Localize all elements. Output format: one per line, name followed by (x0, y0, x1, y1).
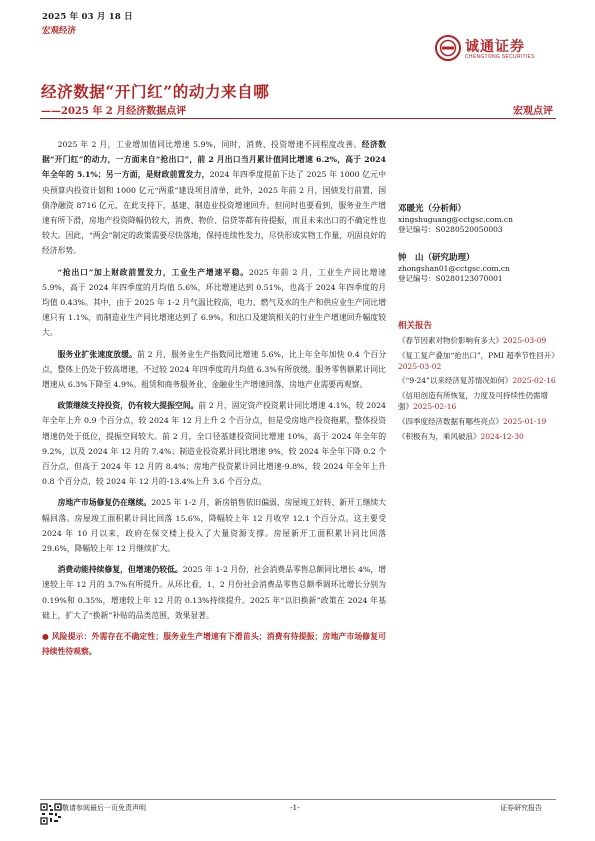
brand-name: 诚通证券 (465, 39, 525, 55)
analyst-email[interactable]: xingshuguang@cctgsc.com.cn (398, 214, 513, 224)
assistant-name: 钟 山（研究助理） (398, 253, 475, 263)
assistant-email[interactable]: zhongshan01@cctgsc.com.cn (398, 263, 510, 273)
risk-warning: ● 风险提示：外需存在不确定性；服务业生产增速有下滑苗头；消费有待提振；房地产市场修复可持续性待观察。 (42, 632, 386, 657)
analyst-block (398, 204, 513, 236)
page-number: -1- (290, 803, 300, 812)
report-body (42, 137, 386, 666)
paragraph-property: 房地产市场修复仍在继续。2025 年 1-2 月，新房销售依旧偏弱，房屋竣工好转、新开工继续大幅回落。房屋竣工面积累计同比回落 15.6%，降幅较上年 12 月收窄 12.1 个百分点。这主要受 2024 年 10 月以来，政府在保交楼上投入了大量资源支撑。房屋新开工面积累计同比回落 29.6%，降幅较上年 12 月继续扩大。 (42, 498, 386, 554)
related-report-item[interactable]: 《四季度经济数据有哪些亮点》2025-01-19 (398, 416, 547, 426)
brand-logo (435, 35, 555, 65)
related-report-item[interactable]: 《“9·24”以来经济复苏情况如何》2025-02-16 (398, 376, 556, 386)
report-title: 经济数据“开门红”的动力来自哪 (41, 82, 270, 101)
footer-label: 证券研究报告 (500, 804, 542, 812)
brand-logo-icon (435, 35, 461, 61)
paragraph-consumption: 消费动能持续修复，但增速仍较低。2025 年 1-2 月份，社会消费品零售总额同比增长 4%，增速较上年 12 月的 3.7%有所提升。从环比看，1、2 月份社会消费品零售总额季调环比增长分别为 0.19%和 0.35%，增速较上年 12 月的 0.13%持续提升。2025 年“以旧换新”政策在 2024 年基础上，扩大了“换新”补贴的品类范围，效果显著。 (42, 565, 386, 620)
related-report-item[interactable]: 《积极有为，乘风破浪》2024-12-30 (398, 431, 524, 441)
report-category: 宏观经济 (42, 26, 77, 36)
footer-disclaimer[interactable]: 敬请参阅最后一页免责声明 (62, 804, 146, 812)
paragraph-industry: “抢出口”加上财政前置发力，工业生产增速平稳。2025 年前 2 月，工业生产同比增速 5.9%，高于 2024 年四季度的月均值 5.6%，环比增速达到 0.51%，也高于 2024 年四季度的月均值 0.43%。其中，由于 2025 年 1-2 月气温比较高，电力、燃气及水的生产和供应业生产同比增速只有 1.1%，而制造业生产同比增速达到了 6.9%。和出口及建筑相关的行业生产增速回升幅度较大。 (42, 267, 387, 338)
report-date: 2025 年 03 月 18 日 (42, 12, 133, 22)
paragraph-summary: 2025 年 2 月，工业增加值同比增速 5.9%，同时，消费、投资增速不同程度改善。经济数据“开门红”的动力，一方面来自“抢出口”，前 2 月出口当月累计值同比增速 6.2%，高于 2024 年全年的 5.1%；另一方面，是财政前置发力，2024 年四季度提前下达了 2025 年 1000 亿元中央预算内投资计划和 1000 亿元“两重”建设项目清单，此外，2025 年前 2 月，国债发行前置，国债净融资 8716 亿元，在此支持下，基建、制造业投资增速回升。但同时也要看到，服务业生产增速有所下滑，房地产投资降幅仍较大，消费、物价、信贷等都有待提振，而且未来出口的不确定性也较大。因此，“两会”制定的政策需要尽快落地，保持连续性发力，尽快形成实物工作量，巩固良好的经济形势。 (42, 140, 387, 256)
paragraph-investment: 政策继续支持投资，仍有较大提振空间。前 2 月，固定资产投资累计同比增速 4.1%，较 2024 年全年上升 0.9 个百分点，较 2024 年 12 月上升 2 个百分点，但是受房地产投资拖累，整体投资增速仍处于低位，提振空间较大。前 2 月，全口径基建投资同比增速 10%，高于 2024 年全年的 9.2%，以及 2024 年 12 月的 7.4%；制造业投资累计同比增速 9%，较 2024 年全年下降 0.2 个百分点，但高于 2024 年 12 月的 8.4%；房地产投资累计同比增速-9.8%，较 2024 年全年上升 0.8 个百分点，较 2024 年 12 月的-13.4%上升 3.6 个百分点。 (42, 401, 387, 487)
assistant-block (398, 253, 510, 285)
related-reports-heading: 相关报告 (398, 321, 433, 331)
assistant-registration: 登记编号：S0280123070001 (398, 274, 503, 283)
qr-code-icon (40, 803, 62, 825)
related-report-item[interactable]: 《信用创造有所恢复，力度及可持续性仍需增强》2025-02-16 (398, 391, 548, 411)
brand-name-en: CHENGTONG SECURITIES (465, 54, 535, 60)
related-report-item[interactable]: 《春节因素对物价影响有多大》2025-03-09 (398, 336, 547, 345)
report-subtitle: ——2025 年 2 月经济数据点评 (41, 106, 187, 117)
related-reports-list (398, 336, 558, 446)
analyst-registration: 登记编号：S0280520050003 (398, 225, 503, 234)
footer-rule (40, 799, 556, 800)
analyst-name: 邓暖光（分析师） (398, 204, 467, 214)
header-rule (40, 118, 556, 119)
related-report-item[interactable]: 《复工复产叠加“抢出口”，PMI 超季节性回升》2025-03-02 (398, 350, 559, 371)
paragraph-services: 服务业扩张速度放缓。前 2 月，服务业生产指数同比增速 5.6%，比上年全年加快 0.4 个百分点，整体上仍处于较高增速，不过较 2024 年四季度的月均值 6.3%有所放缓。服务零售额累计同比增速从 6.3%下降至 4.9%。租赁和商务服务业、金融业生产增速回落，房地产业需要再观察。 (42, 349, 387, 390)
report-type: 宏观点评 (513, 106, 553, 117)
